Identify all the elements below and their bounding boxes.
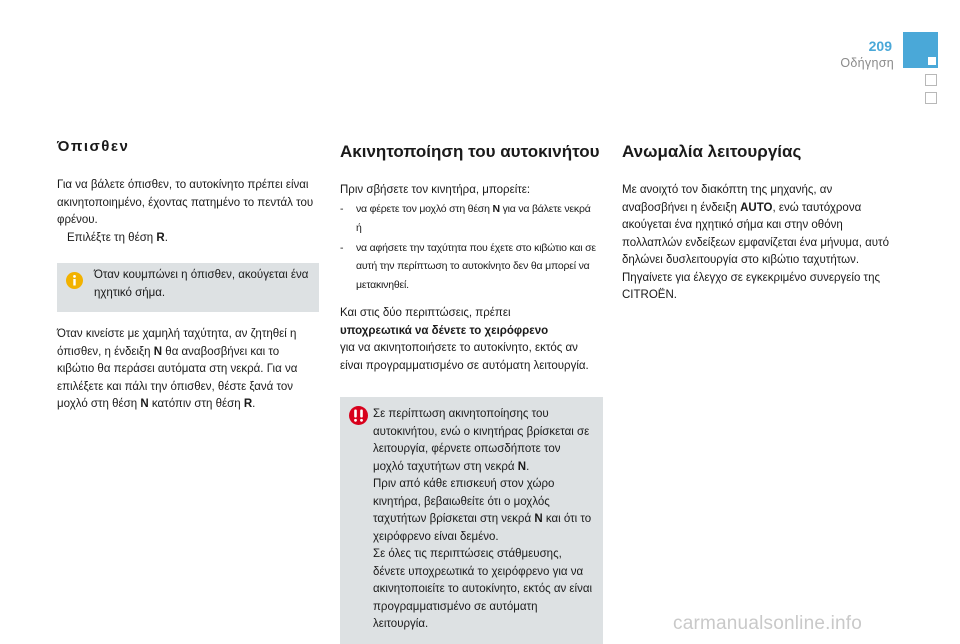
option-keep-gear: - να αφήσετε την ταχύτητα που έχετε στο κιβώτιο και σε αυτή την περίπτωση το αυτοκίνητο δεν θα μπορεί να μετακινηθεί. <box>340 241 596 291</box>
step-text: Επιλέξτε τη θέση <box>67 231 154 244</box>
warning-note-box <box>340 397 603 644</box>
reverse-gear-heading: Όπισθεν <box>57 138 130 155</box>
malfunction-advice: Πηγαίνετε για έλεγχο σε εγκεκριμένο συνεργείο της CITROËN. <box>622 271 881 301</box>
info-icon <box>66 272 83 289</box>
chapter-tab-empty-1 <box>925 74 937 86</box>
reverse-low-speed-paragraph: Όταν κινείστε με χαμηλή ταχύτητα, αν ζητηθεί η όπισθεν, η ένδειξη N θα αναβοσβήνει και το κιβώτιο θα περάσει αυτόματα στη νεκρά. Για να επιλέξετε και πάλι την όπισθεν, θέστε ξανά τον μοχλό στη θέση N κατόπιν στη θέση R. <box>57 328 298 410</box>
chapter-tab-marker <box>928 57 936 65</box>
info-note-box <box>57 263 319 312</box>
malfunction-paragraph: Με ανοιχτό τον διακόπτη της μηχανής, αν αναβοσβήνει η ένδειξη AUTO, ενώ ταυτόχρονα ακούγεται ένα ηχητικό σήμα και στην οθόνη πολλαπλών ενδείξεων εμφανίζεται ένα μήνυμα, αυτό δηλώνει δυσλειτουργία στο κιβώτιο ταχυτήτων. <box>622 184 889 266</box>
warning-text-2: Πριν από κάθε επισκευή στον χώρο κινητήρα, βεβαιωθείτε ότι ο μοχλός ταχυτήτων βρίσκεται στη νεκρά N και ότι το χειρόφρενο είναι δεμένο. <box>373 478 592 543</box>
section-title: Οδήγηση <box>840 56 894 70</box>
reverse-gear-section <box>57 138 319 414</box>
option-neutral: - να φέρετε τον μοχλό στη θέση N για να βάλετε νεκρά <box>340 202 591 215</box>
handbrake-paragraph: Και στις δύο περιπτώσεις, πρέπει υποχρεωτικά να δένετε το χειρόφρενο για να ακινητοποιήσετε το αυτοκίνητο, εκτός αν είναι προγραμματισμένο σε αυτόματη λειτουργία. <box>340 307 589 372</box>
warning-text-1: Σε περίπτωση ακινητοποίησης του αυτοκινήτου, ενώ ο κινητήρας βρίσκεται σε λειτουργία, φέρνετε οπωσδήποτε τον μοχλό ταχυτήτων στη νεκρά N. <box>373 408 590 473</box>
option-or: ή <box>356 222 362 234</box>
instruction-step: Επιλέξτε τη θέση R. <box>67 231 168 244</box>
reverse-gear-paragraph: Για να βάλετε όπισθεν, το αυτοκίνητο πρέπει είναι ακινητοποιημένο, έχοντας πατημένο το πεντάλ του φρένου. <box>57 179 314 226</box>
chapter-tab-empty-2 <box>925 92 937 104</box>
malfunction-heading: Ανωμαλία λειτουργίας <box>622 142 802 161</box>
step-key-r: R <box>156 231 165 244</box>
warning-text-3: Σε όλες τις περιπτώσεις στάθμευσης, δένετε υποχρεωτικά το χειρόφρενο για να ακινητοποιείτε το αυτοκίνητο, εκτός αν είναι προγραμματισμένο σε αυτόματη λειτουργία. <box>373 548 593 630</box>
watermark: carmanualsonline.info <box>673 613 863 634</box>
warning-icon <box>349 406 368 425</box>
immobilisation-section <box>340 138 603 644</box>
immobilisation-heading: Ακινητοποίηση του αυτοκινήτου <box>340 142 600 161</box>
info-note-text: Όταν κουμπώνει η όπισθεν, ακούγεται ένα ηχητικό σήμα. <box>94 269 309 299</box>
immobilisation-intro: Πριν σβήσετε τον κινητήρα, μπορείτε: <box>340 184 531 196</box>
page-number: 209 <box>868 38 892 54</box>
malfunction-section <box>622 138 890 305</box>
